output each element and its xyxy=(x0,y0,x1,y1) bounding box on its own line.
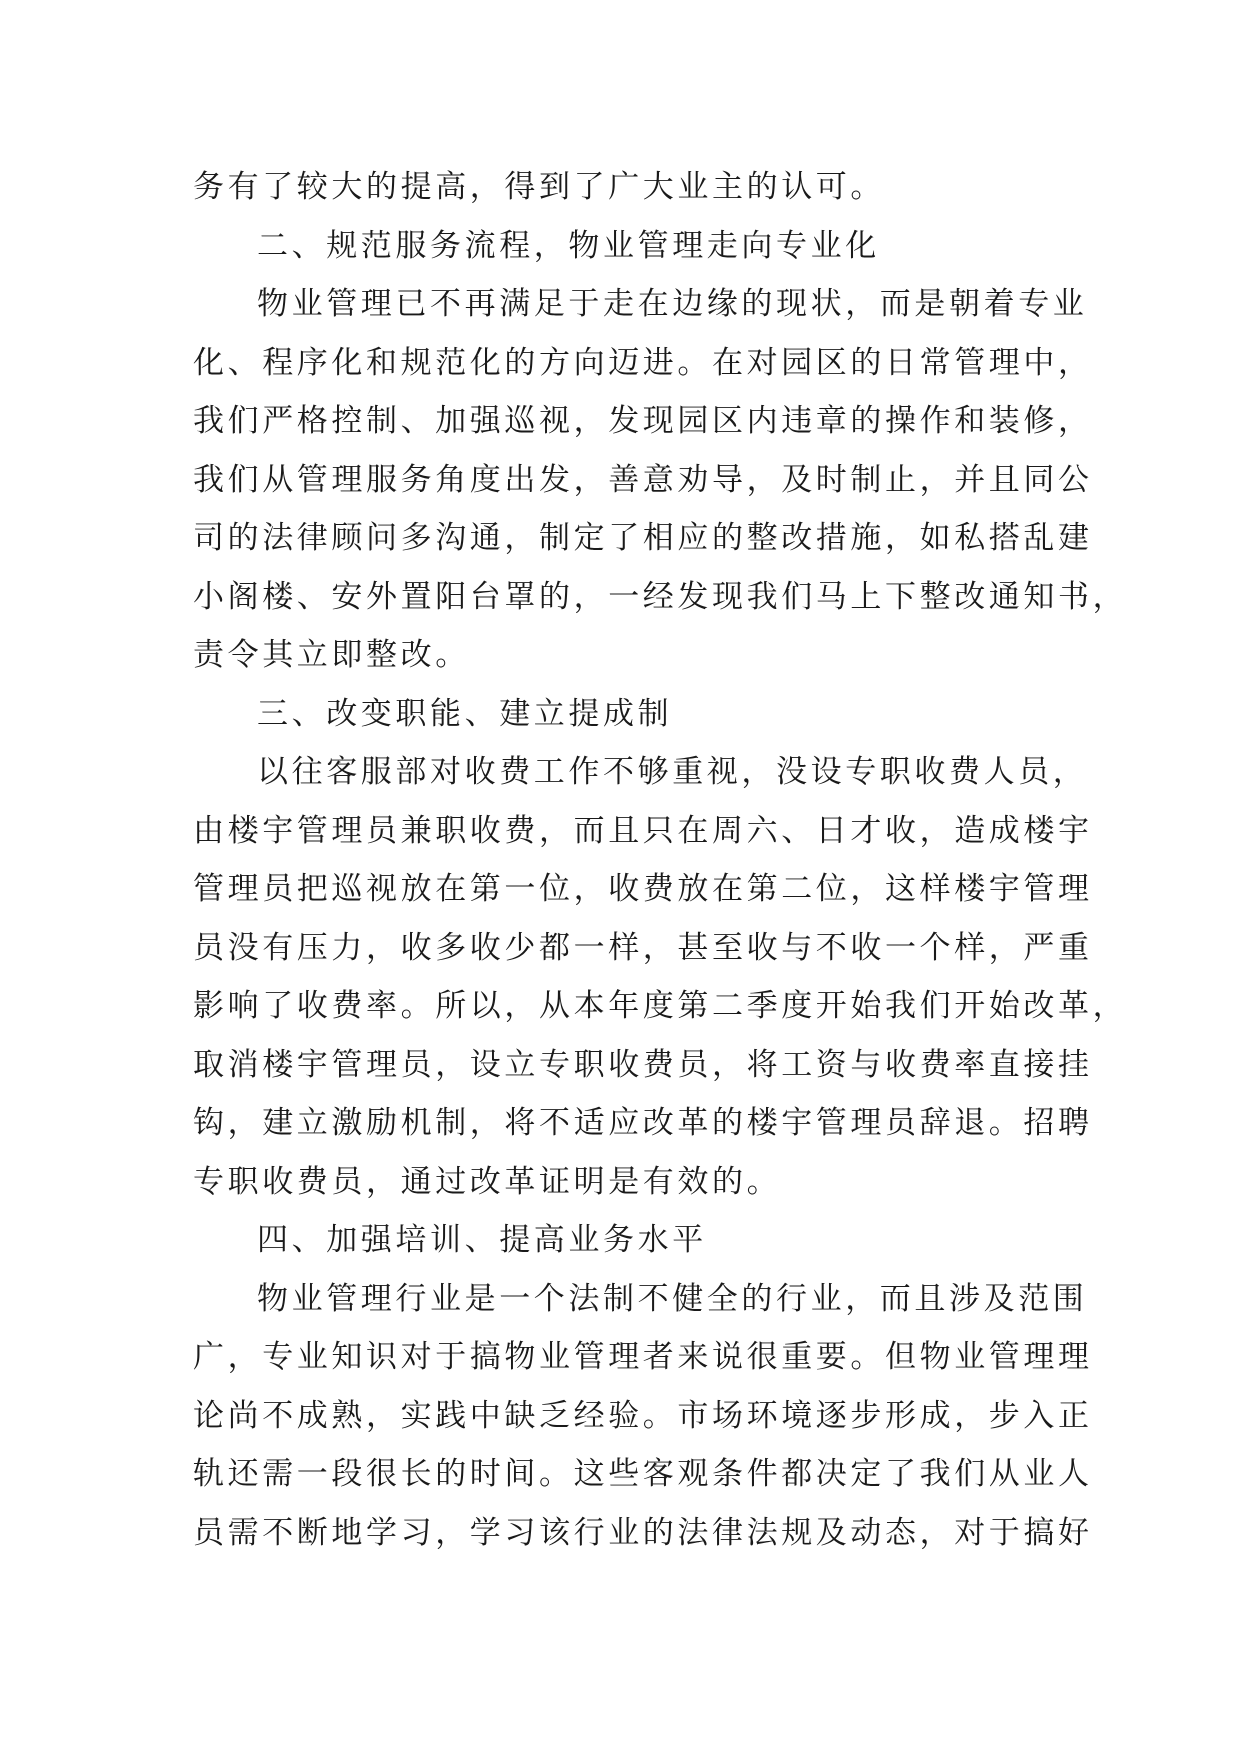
text-line: 钩，建立激励机制，将不适应改革的楼宇管理员辞退。招聘 xyxy=(193,1105,1093,1141)
text-line: 司的法律顾问多沟通，制定了相应的整改措施，如私搭乱建 xyxy=(193,520,1093,556)
text-line: 论尚不成熟，实践中缺乏经验。市场环境逐步形成，步入正 xyxy=(193,1397,1093,1434)
text-line: 我们从管理服务角度出发，善意劝导，及时制止，并且同公 xyxy=(193,461,1093,498)
text-line: 影响了收费率。所以，从本年度第二季度开始我们开始改革， xyxy=(193,988,1128,1024)
section-heading: 二、规范服务流程，物业管理走向专业化 xyxy=(257,227,880,264)
text-line: 由楼宇管理员兼职收费，而且只在周六、日才收，造成楼宇 xyxy=(193,812,1093,849)
text-line: 小阁楼、安外置阳台罩的，一经发现我们马上下整改通知书， xyxy=(193,578,1128,615)
text-line: 管理员把巡视放在第一位，收费放在第二位，这样楼宇管理 xyxy=(193,871,1093,907)
text-line: 取消楼宇管理员，设立专职收费员，将工资与收费率直接挂 xyxy=(193,1046,1093,1083)
text-line: 责令其立即整改。 xyxy=(193,637,470,673)
text-line: 物业管理行业是一个法制不健全的行业，而且涉及范围 xyxy=(257,1280,1088,1317)
text-line: 专职收费员，通过改革证明是有效的。 xyxy=(193,1163,782,1200)
text-line: 务有了较大的提高，得到了广大业主的认可。 xyxy=(193,169,885,205)
text-line: 物业管理已不再满足于走在边缘的现状，而是朝着专业 xyxy=(257,286,1088,322)
document-body xyxy=(193,158,1128,1562)
text-line: 广，专业知识对于搞物业管理者来说很重要。但物业管理理 xyxy=(193,1339,1093,1375)
text-line: 轨还需一段很长的时间。这些客观条件都决定了我们从业人 xyxy=(193,1456,1093,1492)
text-line: 员没有压力，收多收少都一样，甚至收与不收一个样，严重 xyxy=(193,929,1093,966)
text-line: 以往客服部对收费工作不够重视，没设专职收费人员， xyxy=(257,754,1088,790)
text-line: 员需不断地学习，学习该行业的法律法规及动态，对于搞好 xyxy=(193,1514,1093,1551)
text-line: 我们严格控制、加强巡视，发现园区内违章的操作和装修， xyxy=(193,403,1093,439)
text-line: 化、程序化和规范化的方向迈进。在对园区的日常管理中， xyxy=(193,344,1093,381)
section-heading: 三、改变职能、建立提成制 xyxy=(257,695,673,732)
section-heading: 四、加强培训、提高业务水平 xyxy=(257,1222,707,1258)
